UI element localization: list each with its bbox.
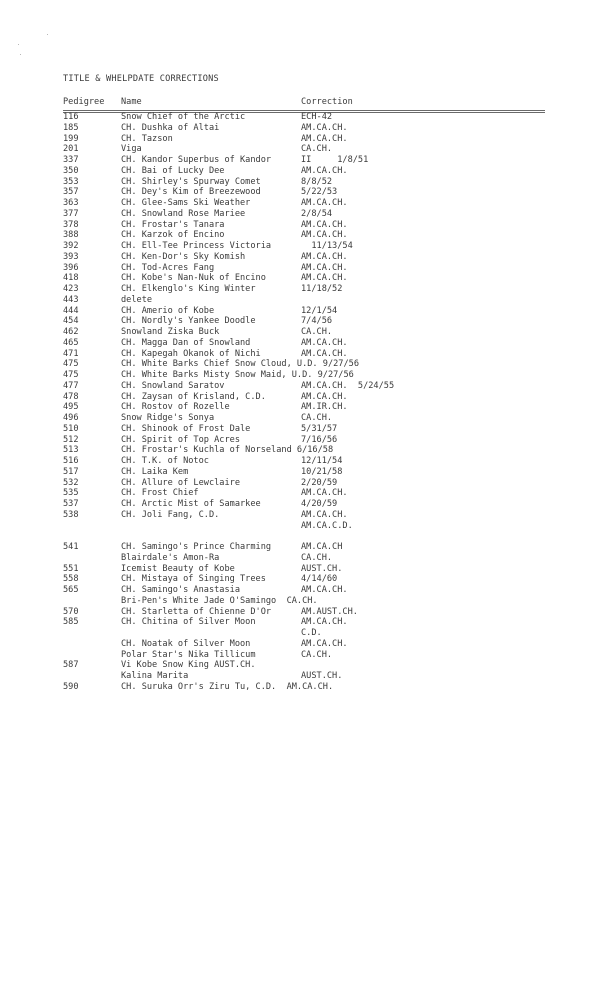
table-row [63,177,553,188]
pedigree-cell: 477 [63,380,79,391]
table-row [63,435,553,446]
name-cell: CH. Karzok of Encino [121,230,225,241]
table-row [63,467,553,478]
name-cell: CH. Snowland Saratov [121,380,225,391]
name-cell: Snow Chief of the Arctic [121,112,246,122]
table-row [63,596,553,607]
pedigree-cell: 516 [63,456,79,466]
table-row [63,564,553,575]
table-row [63,445,553,456]
correction-cell: CA.CH. [301,144,333,155]
pedigree-cell: 570 [63,606,79,617]
name-cell: CH. Arctic Mist of Samarkee [121,499,261,509]
name-cell: Polar Star's Nika Tillicum [121,649,256,660]
name-cell: CH. Snowland Rose Mariee [121,208,246,219]
pedigree-cell: 388 [63,230,79,241]
correction-cell: AM.CA.CH. [301,348,348,359]
correction-cell: AM.CA.CH. [301,198,348,208]
pedigree-cell: 587 [63,660,79,671]
table-row [63,187,553,198]
correction-cell: AM.CA.CH. [301,251,348,262]
correction-cell: AM.CA.CH. [301,219,348,230]
name-cell: CH. White Barks Misty Snow Maid, U.D. 9/27/56 [121,370,354,380]
pedigree-cell: 378 [63,219,79,230]
pedigree-cell: 475 [63,370,79,380]
scan-speck [18,44,19,45]
table-row [63,349,553,360]
name-cell: CH. Kandor Superbus of Kandor [121,155,272,165]
table-row [63,392,553,403]
correction-cell: CA.CH. [301,327,333,337]
pedigree-cell: 551 [63,563,79,574]
pedigree-cell: 590 [63,681,79,692]
name-cell: Vi Kobe Snow King AUST.CH. [121,660,256,671]
correction-cell: AM.CA.CH. [301,391,348,402]
table-row [63,542,553,553]
table-row [63,230,553,241]
pedigree-cell: 363 [63,198,79,208]
correction-cell: AUST.CH. [301,671,343,681]
table-row [63,639,553,650]
table-row [63,327,553,338]
scan-speck [20,54,21,55]
name-cell: CH. Tazson [121,133,173,144]
table-row [63,316,553,327]
scan-speck [47,34,48,35]
correction-cell: 7/16/56 [301,434,338,445]
table-row [63,413,553,424]
correction-cell: 7/4/56 [301,316,333,327]
table-row [63,478,553,489]
pedigree-cell: 465 [63,337,79,348]
scan-specks [14,32,54,62]
name-cell: CH. Nordly's Yankee Doodle [121,316,256,327]
table-row [63,144,553,155]
table-row [63,306,553,317]
name-cell: CH. T.K. of Notoc [121,456,209,466]
table-row [63,456,553,467]
correction-cell: CA.CH. [301,413,333,423]
table-row [63,284,553,295]
table-row [63,381,553,392]
table-row [63,521,553,532]
correction-cell: 4/14/60 [301,574,338,585]
pedigree-cell: 475 [63,359,79,370]
correction-cell: AM.IR.CH. [301,402,348,413]
correction-cell: 11/13/54 [301,241,353,251]
name-cell: CH. Frost Chief [121,488,199,499]
correction-cell: AM.CA.CH [301,542,343,552]
correction-cell: 10/21/58 [301,466,343,477]
pedigree-cell: 418 [63,273,79,284]
name-cell: CH. Noatak of Silver Moon [121,638,251,649]
table-row [63,607,553,618]
table-row [63,295,553,306]
pedigree-cell: 538 [63,509,79,520]
table-row [63,671,553,682]
correction-cell: AM.CA.CH. [301,638,348,649]
name-cell: CH. Zaysan of Krisland, C.D. [121,391,266,402]
correction-cell: AM.CA.CH. [301,509,348,520]
correction-cell: 4/20/59 [301,499,338,509]
pedigree-cell: 496 [63,413,79,423]
name-cell: Snowland Ziska Buck [121,327,220,337]
pedigree-cell: 585 [63,617,79,628]
pedigree-cell: 517 [63,466,79,477]
pedigree-cell: 535 [63,488,79,499]
table-row [63,209,553,220]
pedigree-cell: 495 [63,402,79,413]
table-row [63,112,553,123]
name-cell: CH. Dey's Kim of Breezewood [121,187,261,198]
pedigree-cell: 199 [63,133,79,144]
column-header-correction: Correction [301,97,353,107]
correction-cell: II 1/8/51 [301,155,369,165]
table-row [63,510,553,521]
name-cell: CH. Shirley's Spurway Comet [121,176,261,187]
table-row [63,252,553,263]
table-row [63,617,553,628]
table-row [63,166,553,177]
pedigree-cell: 392 [63,241,79,251]
name-cell: CH. Magga Dan of Snowland [121,337,251,348]
pedigree-cell: 558 [63,574,79,585]
header-rule-top [63,110,545,111]
pedigree-cell: 116 [63,112,79,122]
pedigree-cell: 510 [63,423,79,434]
name-cell: CH. Kobe's Nan-Nuk of Encino [121,273,266,284]
corrections-table-body [63,112,553,693]
pedigree-cell: 337 [63,155,79,165]
correction-cell: AM.AUST.CH. [301,606,358,617]
correction-cell: AM.CA.CH. [301,337,348,348]
correction-cell: CA.CH. [301,552,333,563]
column-header-pedigree: Pedigree [63,97,105,107]
correction-cell: AM.CA.CH. 5/24/55 [301,380,395,391]
name-cell: Viga [121,144,142,155]
table-row [63,273,553,284]
table-row [63,499,553,510]
table-row [63,155,553,166]
column-header-name: Name [121,97,142,107]
table-row [63,488,553,499]
name-cell: CH. Tod-Acres Fang [121,262,215,273]
table-row [63,628,553,639]
pedigree-cell: 478 [63,391,79,402]
correction-cell: 12/11/54 [301,456,343,466]
correction-cell: 12/1/54 [301,305,338,316]
name-cell: CH. Bai of Lucky Dee [121,165,225,176]
name-cell: CH. Shinook of Frost Dale [121,423,251,434]
correction-cell: AM.CA.CH. [301,165,348,176]
table-row [63,574,553,585]
name-cell: CH. Elkenglo's King Winter [121,284,256,294]
pedigree-cell: 353 [63,176,79,187]
name-cell: CH. Chitina of Silver Moon [121,617,256,628]
table-row [63,123,553,134]
table-row [63,338,553,349]
column-header-row [63,97,548,110]
correction-cell: AUST.CH. [301,563,343,574]
table-row [63,424,553,435]
table-row [63,553,553,564]
pedigree-cell: 444 [63,305,79,316]
table-row [63,359,553,370]
correction-cell: 5/31/57 [301,423,338,434]
pedigree-cell: 443 [63,294,79,305]
correction-cell: AM.CA.CH. [301,488,348,499]
pedigree-cell: 532 [63,477,79,488]
name-cell: Bri-Pen's White Jade O'Samingo CA.CH. [121,595,318,606]
correction-cell: 11/18/52 [301,284,343,294]
name-cell: CH. Ell-Tee Princess Victoria [121,241,272,251]
table-row [63,370,553,381]
name-cell: CH. Samingo's Anastasia [121,585,240,595]
name-cell: CH. Mistaya of Singing Trees [121,574,266,585]
name-cell: Blairdale's Amon-Ra [121,552,220,563]
pedigree-cell: 377 [63,208,79,219]
name-cell: Icemist Beauty of Kobe [121,563,235,574]
pedigree-cell: 423 [63,284,79,294]
name-cell: CH. Starletta of Chienne D'Or [121,606,272,617]
table-row [63,220,553,231]
name-cell: CH. Spirit of Top Acres [121,434,240,445]
correction-cell: 2/20/59 [301,477,338,488]
name-cell: CH. Rostov of Rozelle [121,402,230,413]
name-cell: CH. Allure of Lewclaire [121,477,240,488]
table-row [63,682,553,693]
pedigree-cell: 537 [63,499,79,509]
table-row [63,660,553,671]
correction-cell: 5/22/53 [301,187,338,198]
name-cell: CH. Frostar's Kuchla of Norseland 6/16/58 [121,445,334,456]
name-cell: Kalina Marita [121,671,189,681]
name-cell: CH. Dushka of Altai [121,122,220,133]
correction-cell: AM.CA.C.D. [301,520,353,531]
name-cell: CH. Joli Fang, C.D. [121,509,220,520]
name-cell: CH. Suruka Orr's Ziru Tu, C.D. AM.CA.CH. [121,681,334,692]
table-row [63,650,553,661]
name-cell: Snow Ridge's Sonya [121,413,215,423]
pedigree-cell: 396 [63,262,79,273]
table-row [63,134,553,145]
pedigree-cell: 454 [63,316,79,327]
correction-cell: AM.CA.CH. [301,133,348,144]
name-cell: CH. Samingo's Prince Charming [121,542,272,552]
table-row [63,241,553,252]
correction-cell: AM.CA.CH. [301,273,348,284]
pedigree-cell: 350 [63,165,79,176]
correction-cell: AM.CA.CH. [301,262,348,273]
pedigree-cell: 471 [63,348,79,359]
pedigree-cell: 201 [63,144,79,155]
table-row [63,585,553,596]
correction-cell: C.D. [301,628,322,638]
name-cell: CH. Amerio of Kobe [121,305,215,316]
correction-cell: 2/8/54 [301,208,333,219]
name-cell: CH. Frostar's Tanara [121,219,225,230]
pedigree-cell: 393 [63,251,79,262]
name-cell: CH. Kapegah Okanok of Nichi [121,348,261,359]
pedigree-cell: 512 [63,434,79,445]
correction-cell: 8/8/52 [301,176,333,187]
correction-cell: CA.CH. [301,649,333,660]
name-cell: CH. Glee-Sams Ski Weather [121,198,251,208]
name-cell: CH. White Barks Chief Snow Cloud, U.D. 9/27/56 [121,359,359,370]
table-row [63,402,553,413]
correction-cell: AM.CA.CH. [301,230,348,241]
pedigree-cell: 541 [63,542,79,552]
pedigree-cell: 357 [63,187,79,198]
pedigree-cell: 565 [63,585,79,595]
pedigree-cell: 513 [63,445,79,456]
correction-cell: AM.CA.CH. [301,617,348,628]
table-row [63,198,553,209]
document-title: TITLE & WHELPDATE CORRECTIONS [63,74,219,84]
correction-cell: AM.CA.CH. [301,122,348,133]
table-row [63,263,553,274]
name-cell: delete [121,294,153,305]
pedigree-cell: 462 [63,327,79,337]
correction-cell: AM.CA.CH. [301,585,348,595]
table-row [63,531,553,542]
name-cell: CH. Ken-Dor's Sky Komish [121,251,246,262]
pedigree-cell: 185 [63,122,79,133]
name-cell: CH. Laika Kem [121,466,189,477]
correction-cell: ECH-42 [301,112,333,122]
